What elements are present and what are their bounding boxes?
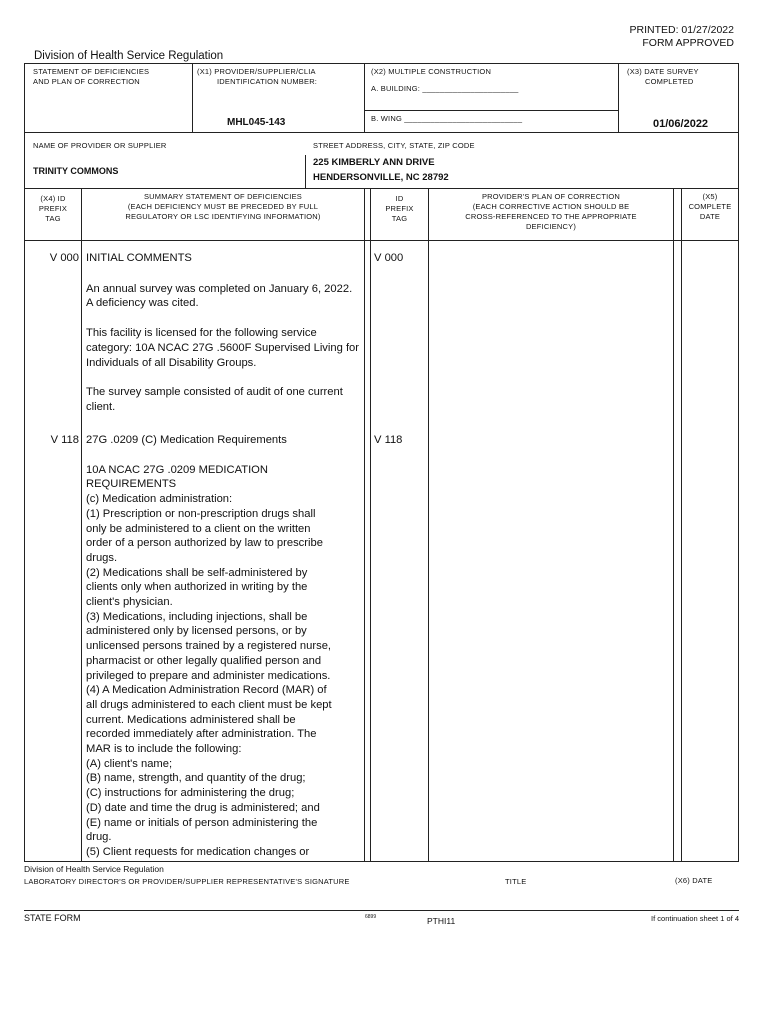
x5-header: (X5) COMPLETE DATE xyxy=(688,192,732,221)
plan-tag: V 000 xyxy=(374,252,404,264)
address-label: STREET ADDRESS, CITY, STATE, ZIP CODE xyxy=(313,141,475,150)
footer-agency: Division of Health Service Regulation xyxy=(24,864,164,874)
address-line-1: 225 KIMBERLY ANN DRIVE xyxy=(313,157,435,168)
entry-title: 27G .0209 (C) Medication Requirements xyxy=(86,434,287,446)
continuation-sheet: If continuation sheet 1 of 4 xyxy=(651,914,739,923)
id-header: ID PREFIX TAG xyxy=(385,194,414,223)
deficiency-entry xyxy=(86,433,360,860)
title-label: TITLE xyxy=(505,877,527,886)
printed-date: PRINTED: 01/27/2022 xyxy=(629,24,734,36)
plan-header: PROVIDER'S PLAN OF CORRECTION (EACH CORRECTIVE ACTION SHOULD BE CROSS-REFERENCED TO THE APPROPRIATE DEFICIENCY) xyxy=(465,192,637,231)
provider-name: TRINITY COMMONS xyxy=(33,166,119,176)
plan-tag: V 118 xyxy=(374,434,403,446)
entry-paragraph: The survey sample consisted of audit of one current client. xyxy=(86,386,343,413)
x4-header: (X4) ID PREFIX TAG xyxy=(38,194,68,223)
event-id: PTHI11 xyxy=(427,916,456,926)
deficiency-entry xyxy=(86,251,360,430)
x3-label: (X3) DATE SURVEY COMPLETED xyxy=(627,67,699,86)
building-field: A. BUILDING: ______________________ xyxy=(371,84,519,93)
x6-date-label: (X6) DATE xyxy=(675,876,713,885)
x1-label: (X1) PROVIDER/SUPPLIER/CLIA IDENTIFICATION NUMBER: xyxy=(197,67,318,86)
form-approved: FORM APPROVED xyxy=(642,37,734,49)
entry-paragraph: An annual survey was completed on January 6, 2022. A deficiency was cited. xyxy=(86,282,353,310)
signature-label: LABORATORY DIRECTOR'S OR PROVIDER/SUPPLIER REPRESENTATIVE'S SIGNATURE xyxy=(24,877,350,886)
x2-label: (X2) MULTIPLE CONSTRUCTION xyxy=(371,67,492,76)
wing-field: B. WING ___________________________ xyxy=(371,114,523,123)
entry-title: INITIAL COMMENTS xyxy=(86,252,192,264)
address-line-2: HENDERSONVILLE, NC 28792 xyxy=(313,172,449,183)
statement-label: STATEMENT OF DEFICIENCIES AND PLAN OF CORRECTION xyxy=(33,67,150,86)
survey-date: 01/06/2022 xyxy=(653,118,709,130)
regulation-text: 10A NCAC 27G .0209 MEDICATION REQUIREMENTS (c) Medication administration: (1) Prescription or non-prescription drugs shall only be administered to a client on the written order of a person authorized by law to prescribe drugs. (2) Medications shall be self-administered by clients only when authorized in writing by the client's physician. (3) Medications, including injections, shall be administered only by licensed persons, or by unlicensed persons trained by a registered nurse, pharmacist or other legally qualified person and privileged to prepare and administer medications. (4) A Medication Administration Record (MAR) of all drugs administered to each client must be kept current. Medications administered shall be recorded immediately after administration. The MAR is to include the following: (A) client's name; (B) name, strength, and quantity of the drug; (C) instructions for administering the drug; (D) date and time the drug is administered; and (E) name or initials of person administering the drug. (5) Client requests for medication changes or xyxy=(86,463,332,858)
provider-name-label: NAME OF PROVIDER OR SUPPLIER xyxy=(33,141,167,150)
summary-header: SUMMARY STATEMENT OF DEFICIENCIES (EACH DEFICIENCY MUST BE PRECEDED BY FULL REGULATORY OR LSC IDENTIFYING INFORMATION) xyxy=(125,192,321,221)
provider-id-number: MHL045-143 xyxy=(227,117,286,128)
entry-paragraph: This facility is licensed for the following service category: 10A NCAC 27G .5600F Supervised Living for Individuals of all Disability Groups. xyxy=(86,327,359,369)
deficiency-tag: V 000 xyxy=(49,252,79,264)
deficiency-tag: V 118 xyxy=(50,434,79,446)
state-form-label: STATE FORM xyxy=(24,913,81,923)
agency-title: Division of Health Service Regulation xyxy=(34,50,224,62)
form-number: 6899 xyxy=(365,914,377,920)
